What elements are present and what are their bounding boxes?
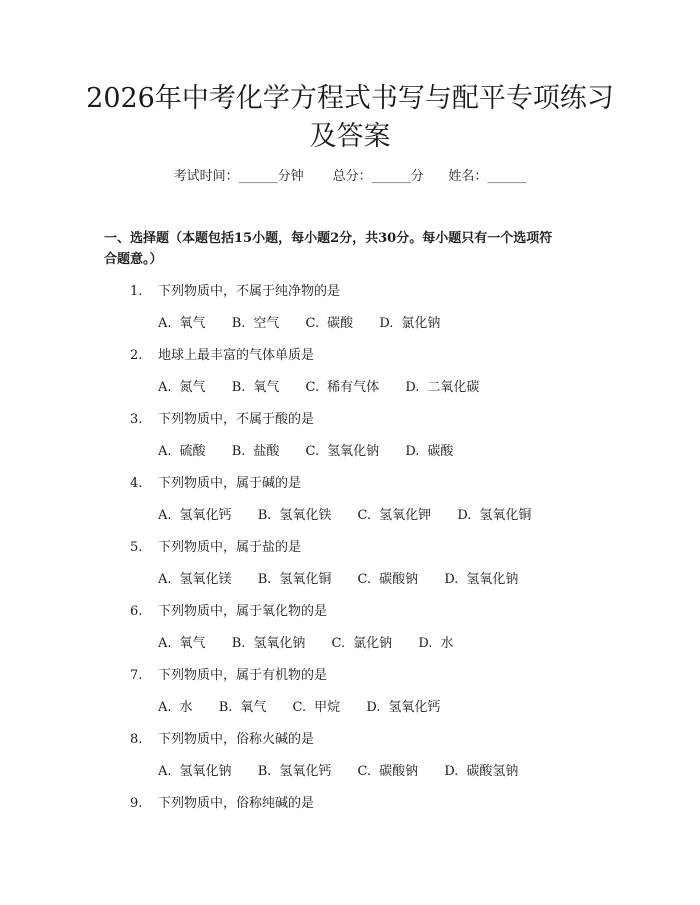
question-8 <box>130 730 314 750</box>
name-blank: ______ <box>487 169 527 184</box>
option-d: D. 碳酸氢钠 <box>444 764 519 779</box>
question-3 <box>130 410 314 430</box>
option-a: A. 氧气 <box>158 316 206 331</box>
question-text: 下列物质中，属于氧化物的是 <box>158 604 328 619</box>
option-d: D. 二氧化碳 <box>405 380 480 395</box>
option-b: B. 氢氧化铜 <box>257 572 332 587</box>
option-b: B. 空气 <box>231 316 280 331</box>
question-2 <box>130 346 314 366</box>
option-c: C. 氢氧化钠 <box>305 444 380 459</box>
question-text: 下列物质中，俗称火碱的是 <box>158 732 315 747</box>
option-b: B. 盐酸 <box>231 444 280 459</box>
option-a: A. 氢氧化钙 <box>158 508 232 523</box>
time-label: 考试时间： <box>173 169 239 184</box>
option-c: C. 甲烷 <box>292 700 341 715</box>
option-c: C. 氯化钠 <box>331 636 393 651</box>
score-label: 总分： <box>332 169 372 184</box>
question-number: 9. <box>130 796 143 811</box>
question-6-options <box>158 634 475 654</box>
question-text: 下列物质中，属于碱的是 <box>158 476 302 491</box>
option-b: B. 氢氧化钙 <box>257 764 332 779</box>
question-number: 2. <box>130 348 143 363</box>
question-1-options <box>158 314 462 334</box>
option-b: B. 氧气 <box>231 380 280 395</box>
section-heading: 一、选择题（本题包括15小题，每小题2分，共30分。每小题只有一个选项符 <box>104 231 553 246</box>
question-text: 地球上最丰富的气体单质是 <box>158 348 315 363</box>
question-1 <box>130 282 340 302</box>
question-9 <box>130 794 314 814</box>
option-b: B. 氢氧化钠 <box>231 636 306 651</box>
score-blank: ______ <box>371 169 411 184</box>
question-text: 下列物质中，不属于纯净物的是 <box>158 284 341 299</box>
option-c: C. 稀有气体 <box>305 380 380 395</box>
option-a: A. 氧气 <box>158 636 206 651</box>
option-c: C. 碳酸 <box>305 316 354 331</box>
question-7-options <box>158 698 462 718</box>
question-text: 下列物质中，属于有机物的是 <box>158 668 328 683</box>
name-label: 姓名： <box>448 169 488 184</box>
question-number: 6. <box>130 604 143 619</box>
question-number: 4. <box>130 476 143 491</box>
option-d: D. 碳酸 <box>405 444 454 459</box>
question-6 <box>130 602 327 622</box>
question-7 <box>130 666 327 686</box>
option-d: D. 氢氧化铜 <box>457 508 532 523</box>
option-a: A. 氮气 <box>158 380 206 395</box>
question-text: 下列物质中，俗称纯碱的是 <box>158 796 315 811</box>
question-5-options <box>158 570 540 590</box>
question-4 <box>130 474 301 494</box>
option-d: D. 氯化钠 <box>379 316 441 331</box>
option-a: A. 硫酸 <box>158 444 206 459</box>
page-title-continued: 及答案 <box>309 121 391 152</box>
question-number: 7. <box>130 668 143 683</box>
exam-info <box>0 168 700 186</box>
question-number: 5. <box>130 540 143 555</box>
question-8-options <box>158 762 540 782</box>
option-a: A. 氢氧化镁 <box>158 572 232 587</box>
question-3-options <box>158 442 475 462</box>
option-d: D. 氢氧化钙 <box>366 700 441 715</box>
option-b: B. 氢氧化铁 <box>257 508 332 523</box>
option-d: D. 水 <box>418 636 454 651</box>
option-d: D. 氢氧化钠 <box>444 572 519 587</box>
question-4-options <box>158 506 553 526</box>
question-5 <box>130 538 301 558</box>
option-a: A. 水 <box>158 700 193 715</box>
option-c: C. 氢氧化钾 <box>357 508 432 523</box>
question-text: 下列物质中，属于盐的是 <box>158 540 302 555</box>
question-text: 下列物质中，不属于酸的是 <box>158 412 315 427</box>
time-unit: 分钟 <box>277 169 304 184</box>
section-heading-continued: 合题意。） <box>104 252 163 267</box>
score-unit: 分 <box>410 169 424 184</box>
question-2-options <box>158 378 501 398</box>
question-number: 3. <box>130 412 143 427</box>
option-c: C. 碳酸钠 <box>357 764 419 779</box>
option-a: A. 氢氧化钠 <box>158 764 232 779</box>
option-c: C. 碳酸钠 <box>357 572 419 587</box>
option-b: B. 氧气 <box>218 700 267 715</box>
question-number: 8. <box>130 732 143 747</box>
question-number: 1. <box>130 284 143 299</box>
page-title: 2026年中考化学方程式书写与配平专项练习 <box>86 83 614 114</box>
time-blank: ______ <box>238 169 278 184</box>
